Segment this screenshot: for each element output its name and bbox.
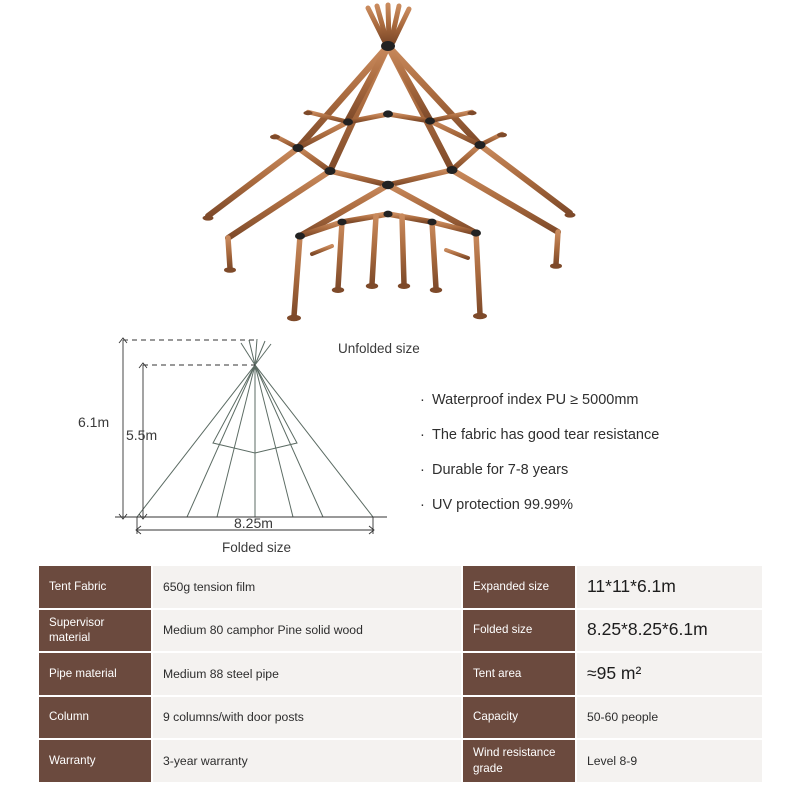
caption-folded-size: Folded size: [222, 540, 292, 555]
feature-item: [420, 497, 760, 513]
feature-item: [420, 392, 760, 408]
spec-value: Medium 88 steel pipe: [152, 652, 462, 696]
spec-label: Tent area: [462, 652, 576, 696]
spec-label: Supervisor material: [38, 609, 152, 653]
feature-list: [420, 392, 760, 532]
spec-value: Medium 80 camphor Pine solid wood: [152, 609, 462, 653]
caption-unfolded-size: Unfolded size: [338, 341, 420, 356]
spec-label: Folded size: [462, 609, 576, 653]
bullet-dot-icon: ·: [420, 427, 425, 443]
spec-label: Pipe material: [38, 652, 152, 696]
bullet-dot-icon: ·: [420, 392, 425, 408]
spec-table: [38, 565, 763, 783]
spec-label: Warranty: [38, 739, 152, 783]
feature-item: [420, 427, 760, 443]
spec-label: Expanded size: [462, 565, 576, 609]
feature-text: Waterproof index PU ≥ 5000mm: [432, 392, 639, 408]
spec-value: 11*11*6.1m: [576, 565, 763, 609]
dim-height-total-label: 6.1m: [78, 414, 110, 430]
spec-value: 9 columns/with door posts: [152, 696, 462, 740]
spec-value: 3-year warranty: [152, 739, 462, 783]
feature-text: Durable for 7-8 years: [432, 462, 569, 478]
feature-text: UV protection 99.99%: [432, 497, 574, 513]
spec-label: Column: [38, 696, 152, 740]
spec-value: Level 8-9: [576, 739, 763, 783]
spec-value: 8.25*8.25*6.1m: [576, 609, 763, 653]
tent-frame-svg: [180, 0, 620, 340]
bullet-dot-icon: ·: [420, 462, 425, 478]
dim-height-inner-label: 5.5m: [126, 427, 158, 443]
dim-width-label: 8.25m: [234, 515, 273, 531]
tent-frame-illustration: [180, 0, 620, 340]
spec-label: Capacity: [462, 696, 576, 740]
feature-text: The fabric has good tear resistance: [432, 427, 660, 443]
spec-value: ≈95 m²: [576, 652, 763, 696]
spec-label: Wind resistance grade: [462, 739, 576, 783]
spec-value: 650g tension film: [152, 565, 462, 609]
feature-item: [420, 462, 760, 478]
bullet-dot-icon: ·: [420, 497, 425, 513]
spec-label: Tent Fabric: [38, 565, 152, 609]
spec-value: 50-60 people: [576, 696, 763, 740]
